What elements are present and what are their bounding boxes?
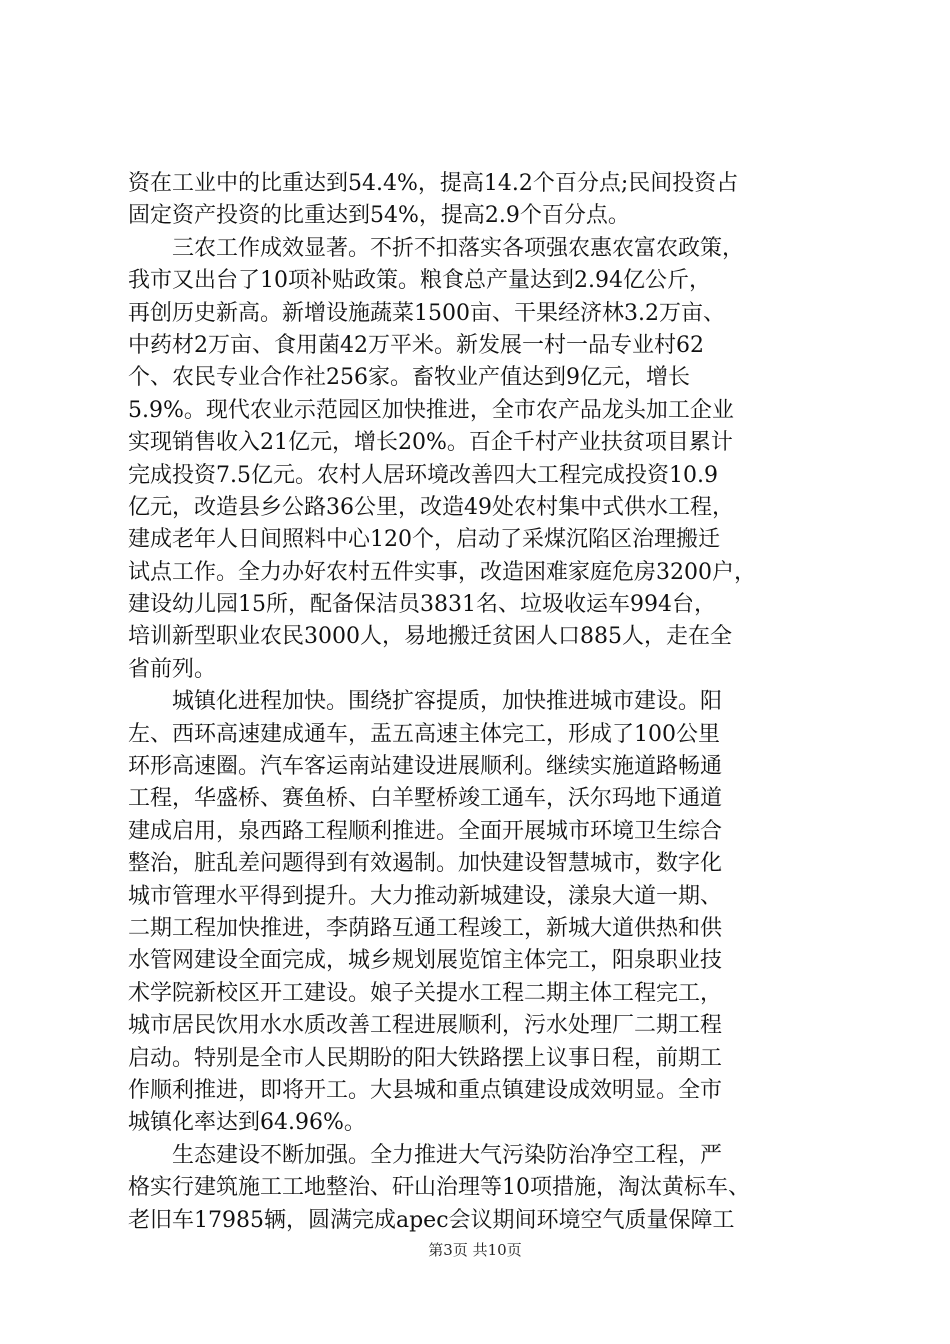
text-line: 城市居民饮用水水质改善工程进展顺利，污水处理厂二期工程: [128, 1013, 723, 1039]
text-line: 我市又出台了10项补贴政策。粮食总产量达到2.94亿公斤，: [128, 268, 711, 294]
text-line: 环形高速圈。汽车客运南站建设进展顺利。继续实施道路畅通: [128, 754, 723, 780]
text-line: 亿元，改造县乡公路36公里，改造49处农村集中式供水工程，: [128, 494, 734, 520]
text-line: 三农工作成效显著。不折不扣落实各项强农惠农富农政策，: [128, 235, 745, 261]
text-line: 建设幼儿园15所，配备保洁员3831名、垃圾收运车994台，: [128, 592, 716, 618]
text-line: 建成老年人日间照料中心120个，启动了采煤沉陷区治理搬迁: [128, 527, 720, 553]
text-line: 建成启用，泉西路工程顺利推进。全面开展城市环境卫生综合: [128, 818, 723, 844]
text-line: 启动。特别是全市人民期盼的阳大铁路摆上议事日程，前期工: [128, 1045, 723, 1071]
text-line: 省前列。: [128, 656, 217, 682]
text-line: 培训新型职业农民3000人，易地搬迁贫困人口885人，走在全: [128, 624, 732, 650]
text-line: 固定资产投资的比重达到54%，提高2.9个百分点。: [128, 203, 630, 229]
text-line: 城镇化率达到64.96%。: [128, 1110, 366, 1136]
text-line: 左、西环高速建成通车，盂五高速主体完工，形成了100公里: [128, 721, 720, 747]
text-line: 完成投资7.5亿元。农村人居环境改善四大工程完成投资10.9: [128, 462, 718, 488]
text-line: 格实行建筑施工工地整治、矸山治理等10项措施，淘汰黄标车、: [128, 1175, 750, 1201]
text-line: 生态建设不断加强。全力推进大气污染防治净空工程，严: [128, 1142, 723, 1168]
text-line: 试点工作。全力办好农村五件实事，改造困难家庭危房3200户，: [128, 559, 756, 585]
text-line: 水管网建设全面完成，城乡规划展览馆主体完工，阳泉职业技: [128, 948, 723, 974]
page-footer: 第3页 共10页: [428, 1241, 522, 1259]
text-line: 老旧车17985辆，圆满完成apec会议期间环境空气质量保障工: [128, 1207, 735, 1233]
body-text: [128, 168, 840, 1237]
text-line: 整治，脏乱差问题得到有效遏制。加快建设智慧城市，数字化: [128, 851, 723, 877]
text-line: 中药材2万亩、食用菌42万平米。新发展一村一品专业村62: [128, 332, 704, 358]
text-line: 二期工程加快推进，李荫路互通工程竣工，新城大道供热和供: [128, 915, 723, 941]
text-line: 5.9%。现代农业示范园区加快推进，全市农产品龙头加工企业: [128, 397, 734, 423]
text-line: 城镇化进程加快。围绕扩容提质，加快推进城市建设。阳: [128, 689, 723, 715]
text-line: 术学院新校区开工建设。娘子关提水工程二期主体工程完工，: [128, 980, 723, 1006]
text-line: 工程，华盛桥、赛鱼桥、白羊墅桥竣工通车，沃尔玛地下通道: [128, 786, 723, 812]
text-line: 城市管理水平得到提升。大力推动新城建设，漾泉大道一期、: [128, 883, 723, 909]
text-line: 资在工业中的比重达到54.4%，提高14.2个百分点;民间投资占: [128, 171, 739, 196]
text-line: 作顺利推进，即将开工。大县城和重点镇建设成效明显。全市: [128, 1077, 723, 1103]
text-line: 再创历史新高。新增设施蔬菜1500亩、干果经济林3.2万亩、: [128, 300, 725, 326]
text-line: 实现销售收入21亿元，增长20%。百企千村产业扶贫项目累计: [128, 430, 733, 456]
text-line: 个、农民专业合作社256家。畜牧业产值达到9亿元，增长: [128, 365, 690, 391]
